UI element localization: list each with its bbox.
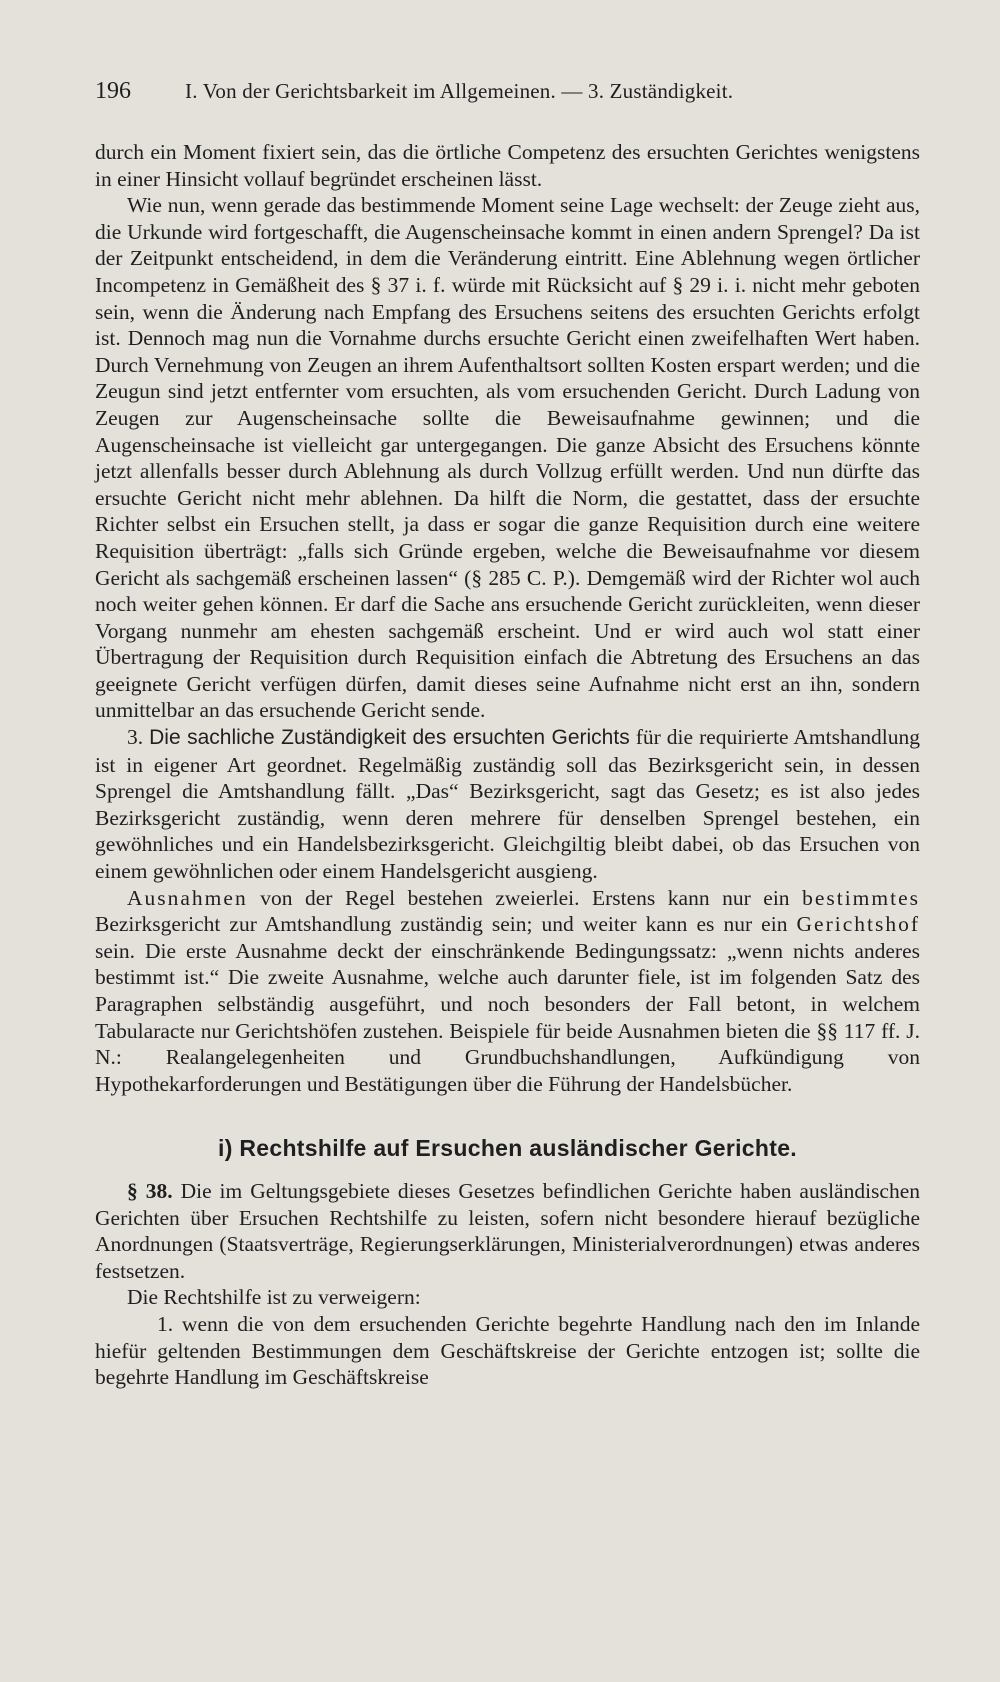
body-text xyxy=(95,139,920,1391)
paragraph-mark: § 38. xyxy=(127,1178,173,1203)
exceptions-lead: Ausnahmen xyxy=(127,885,248,910)
paragraph-continuation: durch ein Moment fixiert sein, das die örtliche Competenz des ersuchten Gerichtes wenigstens in einer Hinsicht vollauf begründet erscheinen lässt. xyxy=(95,140,920,191)
exceptions-emphasis-1: bestimmtes xyxy=(802,885,921,910)
section-number: 3. xyxy=(127,725,144,750)
exceptions-text-1: von der Regel bestehen zweierlei. Erstens kann nur ein xyxy=(260,885,790,910)
paragraph-location-change: Wie nun, wenn gerade das bestimmende Moment seine Lage wechselt: der Zeuge zieht aus, die Urkunde wird fortgeschafft, die Augenscheinsache kommt in einen andern Sprengel? Da ist der Zeitpunkt entscheidend, in dem die Veränderung eintritt. Eine Ablehnung wegen örtlicher Incompetenz in Gemäßheit des § 37 i. f. würde mit Rücksicht auf § 29 i. i. nicht mehr geboten sein, wenn die Änderung nach Empfang des Ersuchens seitens des ersuchten Gerichts erfolgt ist. Dennoch mag nun die Vornahme durchs ersuchte Gericht einen zweifelhaften Wert haben. Durch Vernehmung von Zeugen an ihrem Aufenthaltsort sollten Kosten erspart werden; und die Zeugun sind jetzt entfernter vom ersuchten, als vom ersuchenden Gericht. Durch Ladung von Zeugen zur Augenscheinsache sollte die Beweisaufnahme gewinnen; und die Augenscheinsache ist vielleicht gar untergegangen. Die ganze Absicht des Ersuchens könnte jetzt allenfalls besser durch Ablehnung als durch Vollzug erfüllt werden. Und nun dürfte das ersuchte Gericht nicht mehr ablehnen. Da hilft die Norm, die gestattet, dass der ersuchte Richter selbst ein Ersuchen stellt, ja dass er sogar die ganze Requisition durch eine weitere Requisition überträgt: „falls sich Gründe ergeben, welche die Beweisaufnahme vor diesem Gericht als sachgemäß erscheinen lassen“ (§ 285 C. P.). Demgemäß wird der Richter wol auch noch weiter gehen können. Er darf die Sache ans ersuchende Gericht zurückleiten, wenn dieser Vorgang nunmehr am ehesten sachgemäß erscheint. Und er wird auch wol statt einer Übertragung der Requisition durch Requisition einfach die Abtretung des Ersuchens an das geeignete Gericht verfügen dürfen, damit dieses seine Aufnahme nicht erst an ihn, sondern unmittelbar an das ersuchende Gericht sende. xyxy=(95,193,920,723)
exceptions-emphasis-2: Gerichtshof xyxy=(796,912,921,937)
running-head xyxy=(95,78,920,105)
paragraph-refusal: Die Rechtshilfe ist zu verweigern: xyxy=(127,1285,421,1310)
section-38-text: Die im Geltungsgebiete dieses Gesetzes befindlichen Gerichte haben ausländischen Gerichten über Ersuchen Rechtshilfe zu leisten, sofern nicht besondere hierauf bezügliche Anordnungen (Staatsverträge, Regierungserklärungen, Ministerialverordnungen) etwas anderes festsetzen. xyxy=(95,1178,921,1283)
section-heading: i) Rechtshilfe auf Ersuchen ausländischer Gerichte. xyxy=(218,1135,797,1162)
list-item-1: 1. wenn die von dem ersuchenden Gerichte begehrte Handlung nach den im Inlande hiefür geltenden Bestimmungen dem Geschäftskreise der Gerichte entzogen ist; sollte die begehrte Handlung im Geschäftskreise xyxy=(95,1311,920,1390)
paragraph-section-38 xyxy=(95,1178,920,1284)
page-number: 196 xyxy=(95,78,131,104)
running-title: I. Von der Gerichtsbarkeit im Allgemeinen. — 3. Zuständigkeit. xyxy=(185,79,734,103)
exceptions-text-3: sein. Die erste Ausnahme deckt der einschränkende Bedingungssatz: „wenn nichts anderes bestimmt ist.“ Die zweite Ausnahme, welche auch darunter fiele, ist im folgenden Satz des Paragraphen selbständig ausgeführt, und noch besonders der Fall betont, in welchem Tabularacte nur Gerichtshöfen zustehen. Beispiele für beide Ausnahmen bieten die §§ 117 ff. J. N.: Realangelegenheiten und Grundbuchshandlungen, Aufkündigung von Hypothekarforderungen und Bestätigungen über die Führung der Handelsbücher. xyxy=(95,938,920,1096)
paragraph-subject-matter-jurisdiction xyxy=(95,724,920,885)
section-lead: Die sachliche Zuständigkeit des ersuchten Gerichts xyxy=(149,726,630,750)
exceptions-text-2: Bezirksgericht zur Amtshandlung zuständig sein; und weiter kann es nur ein xyxy=(95,912,788,937)
paragraph-exceptions xyxy=(95,885,920,1098)
section-text: für die requirierte Amtshandlung ist in eigener Art geordnet. Regelmäßig zuständig soll das Bezirksgericht sein, in dessen Sprengel die Amtshandlung fällt. „Das“ Bezirksgericht, sagt das Gesetz; es ist also jedes Bezirksgericht zuständig, wenn deren mehrere für denselben Sprengel bestehen, ein gewöhnliches und ein Handelsbezirksgericht. Gleichgiltig bleibt dabei, ob das Ersuchen von einem gewöhnlichen oder einem Handelsgericht ausgieng. xyxy=(95,725,921,884)
